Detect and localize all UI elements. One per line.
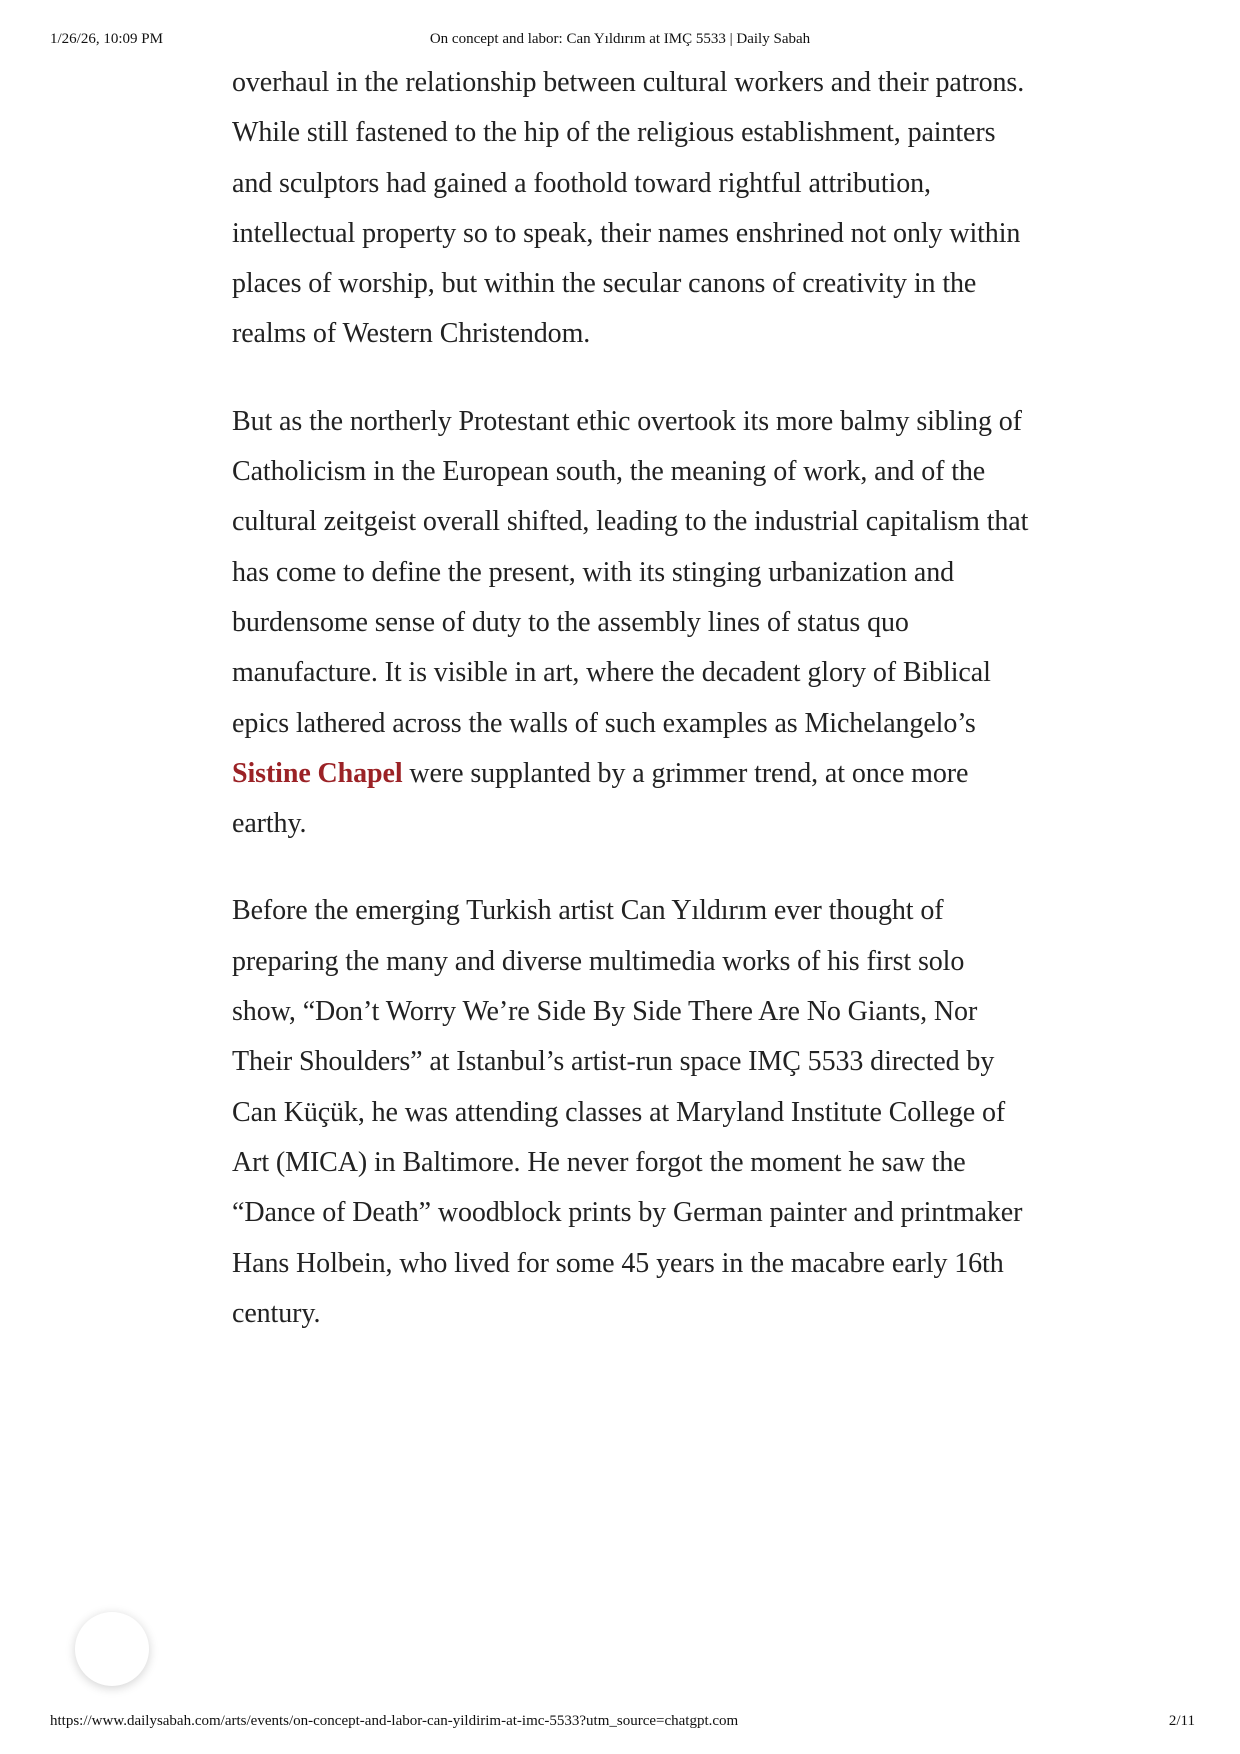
- print-page-number: 2/11: [1168, 1713, 1195, 1729]
- paragraph-text: were supplanted by a grimmer trend, at once more earthy.: [232, 757, 969, 840]
- paragraph-text: But as the northerly Protestant ethic overtook its more balmy sibling of Catholicism in the European south, the meaning of work, and of the cultural zeitgeist overall shifted, leading to the industrial capitalism that has come to define the present, with its stinging urbanization and burdensome sense of duty to the assembly lines of status quo manufacture. It is visible in art, where the decadent glory of Biblical epics lathered across the walls of such examples as Michelangelo’s: [232, 405, 1029, 739]
- article-body: [232, 58, 1032, 1376]
- sistine-chapel-link[interactable]: Sistine Chapel: [232, 757, 403, 789]
- article-paragraph: Before the emerging Turkish artist Can Yıldırım ever thought of preparing the many and diverse multimedia works of his first solo show, “Don’t Worry We’re Side By Side There Are No Giants, Nor Their Shoulders” at Istanbul’s artist-run space IMÇ 5533 directed by Can Küçük, he was attending classes at Maryland Institute College of Art (MICA) in Baltimore. He never forgot the moment he saw the “Dance of Death” woodblock prints by German painter and printmaker Hans Holbein, who lived for some 45 years in the macabre early 16th century.: [232, 895, 1023, 1329]
- print-url: https://www.dailysabah.com/arts/events/on-concept-and-labor-can-yildirim-at-imc-5533?utm_source=chatgpt.com: [50, 1713, 739, 1729]
- print-footer: [0, 1713, 1240, 1733]
- print-datetime: 1/26/26, 10:09 PM: [50, 31, 163, 47]
- article-paragraph: [232, 397, 1032, 850]
- print-page-title: On concept and labor: Can Yıldırım at IMÇ 5533 | Daily Sabah: [429, 31, 811, 47]
- article-paragraph: overhaul in the relationship between cultural workers and their patrons. While still fastened to the hip of the religious establishment, painters and sculptors had gained a foothold toward rightful attribution, intellectual property so to speak, their names enshrined not only within places of worship, but within the secular canons of creativity in the realms of Western Christendom.: [232, 67, 1025, 350]
- floating-action-button[interactable]: [75, 1612, 149, 1686]
- print-header: [0, 31, 1240, 51]
